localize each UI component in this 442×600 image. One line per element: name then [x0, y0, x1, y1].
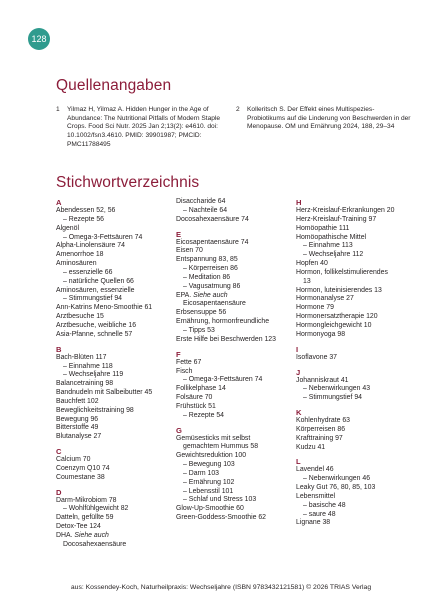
index-entry: [296, 304, 394, 313]
index-entry: [176, 216, 276, 225]
index-entry-text: Hormonanalyse 27: [296, 295, 354, 303]
index-entry: [176, 435, 276, 444]
index-entry-text: – Darm 103: [183, 469, 220, 477]
index-subentry: [56, 269, 152, 278]
index-entry-text: Docosahexaensäure 74: [176, 215, 249, 223]
index-entry-text: – Rezepte 56: [63, 215, 104, 223]
index-subentry: [176, 488, 276, 497]
index-entry-text: Fette 67: [176, 358, 202, 366]
index-entry-text: – Omega-3-Fettsäuren 74: [183, 376, 263, 384]
index-entry-text: Isoflavone 37: [296, 353, 337, 361]
reference-1: [56, 106, 232, 150]
index-entry-text: Bauchfett 102: [56, 397, 99, 405]
index-entry-text: Homöopathie 111: [296, 224, 350, 232]
index-entry-text: Bitterstoffe 49: [56, 424, 99, 432]
page-number-badge: 128: [28, 28, 50, 50]
index-entry-text: Calcium 70: [56, 456, 91, 464]
index-entry-text: Fisch: [176, 367, 193, 375]
index-entry-text: – Wohlfühlgewicht 82: [63, 505, 129, 513]
index-entry-text: – Einnahme 118: [63, 362, 113, 370]
index-entry-text: – Nebenwirkungen 43: [303, 385, 371, 393]
index-entry: [56, 354, 152, 363]
index-entry-text: – Omega-3-Fettsäuren 74: [63, 233, 143, 241]
index-entry: [296, 322, 394, 331]
index-letter-heading: C: [56, 447, 62, 457]
index-entry-text: DHA.: [56, 532, 73, 539]
index-entry: [296, 313, 394, 322]
index-entry: [176, 514, 276, 523]
index-entry-text: Amenorrhoe 18: [56, 251, 104, 259]
index-entry: [296, 287, 394, 296]
index-letter-heading: H: [296, 198, 302, 207]
index-entry-text: Folsäure 70: [176, 394, 213, 402]
index-letter-heading: J: [296, 367, 301, 377]
index-subentry: [56, 295, 152, 304]
index-entry: [176, 309, 276, 318]
index-entry-text: – essenzielle 66: [63, 268, 113, 276]
index-entry: [176, 292, 276, 301]
index-entry-text: Detox-Tee 124: [56, 523, 101, 531]
index-entry-text: Docosahexaensäure: [63, 540, 127, 548]
index-entry-text: Bewegung 96: [56, 415, 99, 423]
index-subentry: [296, 502, 394, 511]
index-entry-text: – basische 48: [303, 501, 346, 509]
index-subentry: [176, 496, 276, 505]
index-entry-text: – Tipps 53: [183, 326, 215, 334]
reference-text: Kolleritsch S. Der Effekt eines Multispezies-Probiotikums auf die Linderung von Beschwerden in der Menopause. OM und Ernährung 2024, 188, 29–34: [247, 106, 411, 131]
index-entry-text: Frühstück 51: [176, 402, 216, 410]
index-entry: [56, 207, 152, 216]
index-entry: [56, 541, 152, 550]
index-column-3: [296, 198, 394, 528]
sources-heading: Quellenangaben: [56, 77, 172, 94]
index-entry-text: Hormonyoga 98: [296, 330, 346, 338]
index-entry-text: Hormonersatztherapie 120: [296, 313, 378, 321]
index-letter-heading: K: [296, 408, 302, 418]
index-entry-text: Hormon, follikelstimulierendes: [296, 268, 388, 276]
index-entry: [176, 336, 276, 345]
index-entry: [296, 216, 394, 225]
index-entry-text: – Meditation 86: [183, 273, 231, 281]
index-subentry: [296, 394, 394, 403]
index-entry: [176, 452, 276, 461]
index-entry: [56, 407, 152, 416]
index-entry: [176, 256, 276, 265]
index-subentry: [296, 385, 394, 394]
index-entry-text: – Wechseljahre 119: [63, 371, 124, 379]
index-entry-text: – Stimmungstief 94: [63, 295, 122, 303]
index-entry-text: – Nebenwirkungen 46: [303, 475, 371, 483]
index-entry-text: gemachtem Hummus 58: [183, 443, 259, 451]
index-entry: [56, 389, 152, 398]
index-entry: [176, 368, 276, 377]
index-letter-heading: L: [296, 457, 301, 467]
index-entry: [176, 403, 276, 412]
index-entry: [56, 251, 152, 260]
copyright-footer: aus: Kossendey-Koch, Naturheilpraxis: Wechseljahre (ISBN 9783432121581) © 2026 TRIAS Verlag: [70, 584, 372, 591]
index-subentry: [176, 283, 276, 292]
index-entry-text: Entspannung 83, 85: [176, 256, 238, 264]
index-entry-text: Arztbesuche, weibliche 16: [56, 321, 137, 329]
index-entry-text: Algenöl: [56, 224, 79, 232]
index-entry: [176, 505, 276, 514]
index-entry-text: Hormon, luteinisierendes 13: [296, 286, 382, 294]
index-entry-text: EPA.: [176, 291, 192, 299]
index-entry: [296, 269, 394, 278]
index-entry: [296, 444, 394, 453]
index-subentry: [56, 505, 152, 514]
index-entry: [296, 519, 394, 528]
index-entry: [176, 247, 276, 256]
index-entry-text: Arztbesuche 15: [56, 313, 104, 321]
index-entry: [176, 385, 276, 394]
index-entry: [56, 304, 152, 313]
index-entry-text: – Rezepte 54: [183, 411, 224, 419]
index-entry-text: Beweglichkeitstraining 98: [56, 406, 134, 414]
index-entry-text: Lavendel 46: [296, 466, 334, 474]
index-entry-text: Eicosapentaensäure: [183, 300, 246, 308]
index-column-1: [56, 198, 152, 550]
index-entry: [296, 295, 394, 304]
index-entry-text: Kohlenhydrate 63: [296, 417, 351, 425]
index-subentry: [176, 274, 276, 283]
index-entry-text: – saure 48: [303, 510, 336, 518]
index-entry-text: Darm-Mikrobiom 78: [56, 496, 117, 504]
index-entry-text: Asia-Pfanne, schnelle 57: [56, 330, 133, 338]
index-entry-text: Green-Goddess-Smoothie 62: [176, 514, 267, 522]
index-entry: [56, 514, 152, 523]
index-entry-text: – Ernährung 102: [183, 478, 235, 486]
index-entry: [296, 207, 394, 216]
index-entry-text: Herz-Kreislauf-Erkrankungen 20: [296, 207, 395, 214]
index-entry-text: Follikelphase 14: [176, 385, 226, 393]
index-entry-text: Aminosäuren: [56, 260, 97, 268]
index-entry-text: – natürliche Quellen 66: [63, 277, 134, 285]
index-subentry: [56, 234, 152, 243]
index-entry-text: Körperreisen 86: [296, 425, 346, 433]
index-entry: [56, 497, 152, 506]
index-entry: [56, 322, 152, 331]
reference-2: [236, 106, 412, 132]
index-letter-heading: G: [176, 425, 182, 435]
index-entry: [296, 466, 394, 475]
index-entry: [296, 493, 394, 502]
index-entry-text: Disaccharide 64: [176, 198, 226, 205]
index-entry: [296, 354, 394, 363]
index-subentry: [56, 363, 152, 372]
index-entry-text: – Einnahme 113: [303, 242, 353, 250]
index-entry-text: Lebensmittel: [296, 492, 336, 500]
index-entry-text: Kudzu 41: [296, 443, 326, 451]
index-entry-text: Homöopathische Mittel: [296, 233, 367, 241]
index-entry-text: Hormone 79: [296, 304, 334, 312]
index-entry: [296, 331, 394, 340]
index-entry: [296, 435, 394, 444]
index-entry-text: – Stimmungstief 94: [303, 394, 362, 402]
index-entry: [56, 424, 152, 433]
index-entry-text: Blutanalyse 27: [56, 433, 102, 441]
index-entry: [296, 278, 394, 287]
index-entry-text: Krafttraining 97: [296, 434, 343, 442]
index-entry: [296, 225, 394, 234]
index-entry: [56, 523, 152, 532]
index-entry: [296, 426, 394, 435]
index-entry-text: Gewichtsreduktion 100: [176, 452, 247, 460]
index-entry-text: Eisen 70: [176, 247, 203, 255]
index-entry-text: Leaky Gut 76, 80, 85, 103: [296, 484, 376, 492]
index-entry: [56, 456, 152, 465]
index-entry-text: – Körperreisen 86: [183, 265, 238, 273]
index-entry-text: Ernährung, hormonfreundliche: [176, 318, 270, 326]
index-entry: [176, 394, 276, 403]
index-entry-text: Erbsensuppe 56: [176, 309, 227, 317]
index-entry-text: Hopfen 40: [296, 260, 328, 268]
reference-number: 2: [236, 106, 240, 113]
index-entry: [56, 433, 152, 442]
index-entry-text: Datteln, gefüllte 59: [56, 514, 114, 522]
index-entry-text: – Nachteile 64: [183, 206, 228, 214]
index-entry: [296, 234, 394, 243]
index-entry-text: Herz-Kreislauf-Training 97: [296, 215, 377, 223]
index-entry-text: 13: [303, 277, 311, 285]
index-subentry: [296, 242, 394, 251]
index-letter-heading: E: [176, 229, 182, 239]
index-entry-text: Ann-Katrins Meno-Smoothie 61: [56, 304, 153, 312]
index-entry: [176, 443, 276, 452]
index-entry: [56, 416, 152, 425]
index-subentry: [176, 376, 276, 385]
index-subentry: [176, 265, 276, 274]
index-subentry: [56, 278, 152, 287]
index-entry: [176, 198, 276, 207]
index-subentry: [56, 371, 152, 380]
index-entry: [176, 300, 276, 309]
index-entry-text: Balancetraining 98: [56, 380, 114, 388]
index-entry: [56, 313, 152, 322]
index-entry: [56, 260, 152, 269]
index-entry-text: Abendessen 52, 56: [56, 207, 116, 214]
index-subentry: [176, 470, 276, 479]
index-entry-text: Bandnudeln mit Salbeibutter 45: [56, 389, 153, 397]
index-entry: [56, 398, 152, 407]
index-entry: [56, 225, 152, 234]
index-entry-text: Gemüsesticks mit selbst: [176, 434, 251, 442]
index-column-2: [176, 198, 276, 523]
index-entry: [296, 260, 394, 269]
index-entry-text: Hormongleichgewicht 10: [296, 321, 372, 329]
index-letter-heading: I: [296, 344, 299, 354]
index-heading: Stichwortverzeichnis: [56, 174, 200, 191]
index-entry: [296, 417, 394, 426]
index-entry: [176, 318, 276, 327]
index-entry: [296, 484, 394, 493]
index-entry-text: – Schlaf und Stress 103: [183, 496, 257, 504]
index-subentry: [176, 461, 276, 470]
index-entry-text: Eicosapentaensäure 74: [176, 238, 249, 246]
index-subentry: [176, 327, 276, 336]
index-subentry: [176, 412, 276, 421]
index-entry: [56, 380, 152, 389]
index-entry-text: Coumestane 38: [56, 473, 105, 481]
index-subentry: [296, 475, 394, 484]
index-entry: [56, 331, 152, 340]
index-entry-text: – Vagusatmung 86: [183, 282, 241, 290]
index-subentry: [296, 511, 394, 520]
index-letter-heading: F: [176, 349, 181, 359]
index-letter-heading: B: [56, 344, 62, 354]
index-entry-text: Coenzym Q10 74: [56, 464, 110, 472]
index-see-also: Siehe auch: [193, 291, 228, 299]
index-entry: [296, 377, 394, 386]
index-entry: [176, 239, 276, 248]
index-entry: [56, 474, 152, 483]
index-entry: [56, 532, 152, 541]
index-entry-text: Bach-Blüten 117: [56, 353, 107, 361]
index-entry-text: Alpha-Linolensäure 74: [56, 242, 125, 250]
index-subentry: [176, 207, 276, 216]
index-entry: [176, 359, 276, 368]
index-letter-heading: D: [56, 487, 62, 497]
index-see-also: Siehe auch: [74, 532, 109, 539]
reference-number: 1: [56, 106, 60, 113]
index-letter-heading: A: [56, 198, 62, 207]
index-entry: [56, 287, 152, 296]
index-entry-text: Aminosäuren, essenzielle: [56, 286, 135, 294]
index-entry-text: Glow-Up-Smoothie 60: [176, 505, 244, 513]
index-entry-text: Lignane 38: [296, 519, 331, 527]
index-entry-text: – Bewegung 103: [183, 461, 235, 469]
index-subentry: [56, 216, 152, 225]
reference-text: Yilmaz H, Yilmaz A. Hidden Hunger in the Age of Abundance: The Nutritional Pitfalls of Modern Staple Crops. Food Sci Nutr. 2025 Jan 2;13(2): e4610. doi: 10.1002/fsn3.4610. PMID: 39901987; PMCID: PMC11788495: [67, 106, 221, 148]
index-subentry: [296, 251, 394, 260]
index-entry: [56, 465, 152, 474]
index-entry-text: – Lebensstil 101: [183, 487, 234, 495]
index-entry-text: – Wechseljahre 112: [303, 251, 364, 259]
index-entry-text: Erste Hilfe bei Beschwerden 123: [176, 335, 276, 343]
index-entry: [56, 242, 152, 251]
index-subentry: [176, 479, 276, 488]
index-entry-text: Johanniskraut 41: [296, 376, 349, 384]
